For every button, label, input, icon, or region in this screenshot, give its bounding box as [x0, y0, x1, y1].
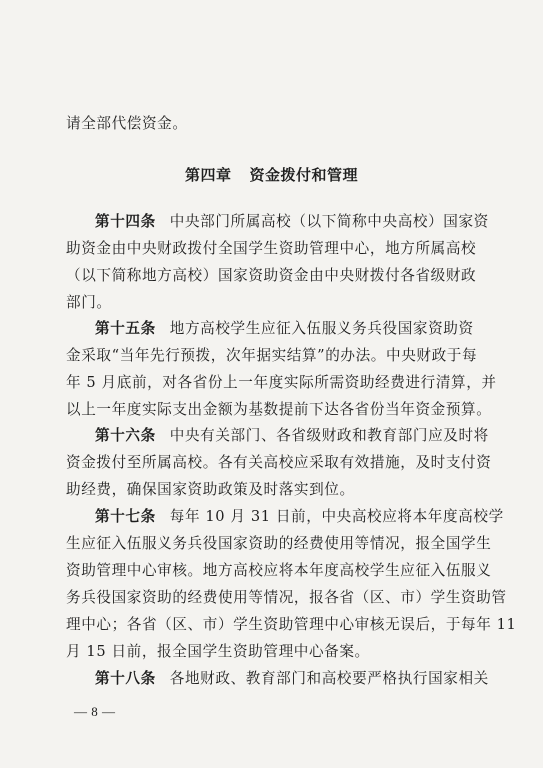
article-14-line-3: （以下简称地方高校）国家资助资金由中央财拨付各省级财政	[66, 267, 477, 284]
article-18-line-1: 第十八条 各地财政、教育部门和高校要严格执行国家相关	[95, 670, 489, 687]
article-14-line-1: 第十四条 中央部门所属高校（以下简称中央高校）国家资	[95, 213, 489, 230]
article-17-label: 第十七条	[95, 508, 156, 525]
chapter-heading	[0, 166, 543, 184]
article-16-line-1: 第十六条 中央有关部门、各省级财政和教育部门应及时将	[95, 427, 489, 444]
article-14-label: 第十四条	[95, 213, 156, 230]
article-17-line-2: 生应征入伍服义务兵役国家资助的经费使用等情况，报全国学生	[66, 535, 492, 552]
article-14-line-2: 助资金由中央财政拨付全国学生资助管理中心，地方所属高校	[66, 240, 477, 257]
article-15-line-1: 第十五条 地方高校学生应征入伍服义务兵役国家资助资	[95, 320, 474, 337]
article-17-line-1: 第十七条 每年 10 月 31 日前，中央高校应将本年度高校学	[95, 508, 504, 525]
article-15-label: 第十五条	[95, 320, 156, 337]
article-17-line-5: 理中心；各省（区、市）学生资助管理中心审核无误后，于每年 11	[66, 616, 517, 633]
page-number: — 8 —	[74, 704, 116, 719]
article-16-line-3: 助经费，确保国家资助政策及时落实到位。	[66, 481, 355, 498]
article-15-line-3: 年 5 月底前，对各省份上一年度实际所需资助经费进行清算，并	[66, 374, 497, 391]
chapter-subtitle: 资金拨付和管理	[249, 166, 359, 184]
article-15-line-2: 金采取“当年先行预拨，次年据实结算”的办法。中央财政于每	[66, 347, 478, 364]
article-16-line-2: 资金拨付至所属高校。各有关高校应采取有效措施，及时支付资	[66, 454, 492, 471]
article-17-line-3: 资助管理中心审核。地方高校应将本年度高校学生应征入伍服义	[66, 562, 492, 579]
chapter-title: 第四章	[184, 166, 232, 184]
article-16-label: 第十六条	[95, 427, 156, 444]
article-18-label: 第十八条	[95, 670, 156, 687]
article-15-line-4: 以上一年度实际支出金额为基数提前下达各省份当年资金预算。	[66, 401, 492, 418]
article-14-line-4: 部门。	[66, 294, 112, 311]
article-17-line-6: 月 15 日前，报全国学生资助管理中心备案。	[66, 643, 370, 660]
carryover-text: 请全部代偿资金。	[66, 115, 188, 132]
article-17-line-4: 务兵役国家资助的经费使用等情况，报各省（区、市）学生资助管	[66, 589, 507, 606]
